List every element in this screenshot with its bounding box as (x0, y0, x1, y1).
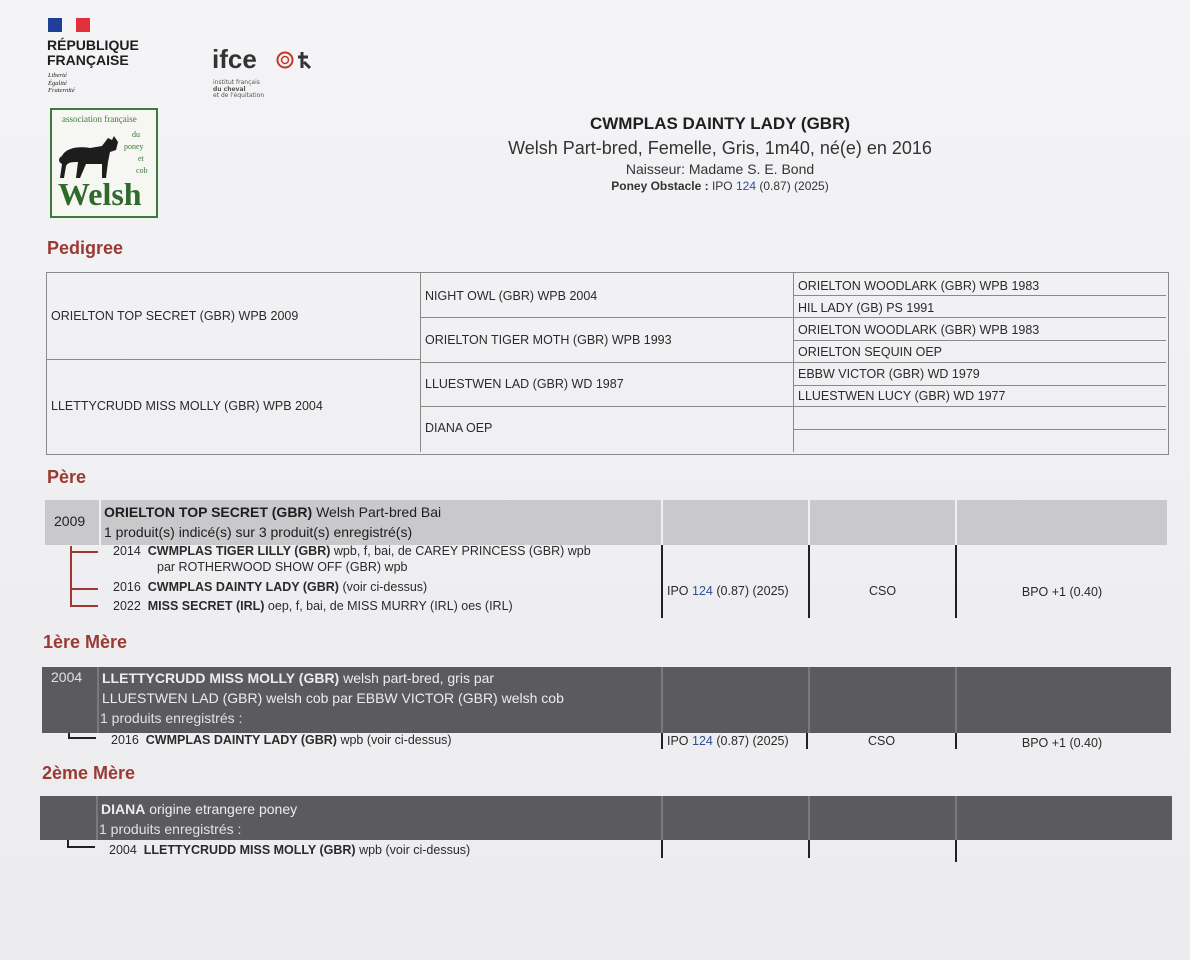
pedigree-gen3: ORIELTON WOODLARK (GBR) WPB 1983 (798, 279, 1040, 293)
pere-summary: 1 produit(s) indicé(s) sur 3 produit(s) enregistré(s) (104, 524, 413, 540)
offspring-row: 2016 CWMPLAS DAINTY LADY (GBR) wpb (voir ci-dessus) (111, 733, 452, 747)
divider (661, 500, 663, 545)
offspring-row-continued: par ROTHERWOOD SHOW OFF (GBR) wpb (157, 560, 408, 574)
divider (420, 317, 793, 318)
divider (793, 340, 1166, 341)
pedigree-gen2: NIGHT OWL (GBR) WPB 2004 (425, 289, 598, 303)
ifce-emblem-icon (276, 48, 332, 72)
column-divider (808, 840, 810, 858)
divider (808, 667, 810, 733)
mere1-ipo: IPO 124 (0.87) (2025) (667, 734, 789, 748)
mere2-name-line: DIANA origine etrangere poney (101, 801, 298, 817)
divider (661, 667, 663, 733)
offspring-connector (70, 605, 98, 607)
offspring-row: 2014 CWMPLAS TIGER LILLY (GBR) wpb, f, bai, de CAREY PRINCESS (GBR) wpb (113, 544, 591, 558)
offspring-row: 2004 LLETTYCRUDD MISS MOLLY (GBR) wpb (voir ci-dessus) (109, 843, 471, 857)
horse-description: Welsh Part-bred, Femelle, Gris, 1m40, né(e) en 2016 (508, 138, 932, 158)
pedigree-gen3: HIL LADY (GB) PS 1991 (798, 301, 935, 315)
pere-title: Père (47, 467, 87, 487)
pedigree-title: Pedigree (47, 238, 124, 258)
divider (955, 796, 957, 840)
pedigree-gen2: LLUESTWEN LAD (GBR) WD 1987 (425, 377, 624, 391)
divider (955, 500, 957, 545)
ifce-subtitle: institut français du cheval et de l'équitation (213, 79, 265, 99)
offspring-connector (70, 588, 98, 590)
ifce-logo: ifce (212, 44, 257, 74)
divider (661, 796, 663, 840)
french-flag-icon (48, 18, 90, 32)
mere1-bpo: BPO +1 (0.40) (1021, 736, 1103, 750)
pedigree-gen2: ORIELTON TIGER MOTH (GBR) WPB 1993 (425, 333, 672, 347)
divider (793, 295, 1166, 296)
pedigree-gen3: LLUESTWEN LUCY (GBR) WD 1977 (798, 389, 1006, 403)
divider (420, 406, 793, 407)
divider (47, 359, 420, 360)
offspring-connector (70, 551, 98, 553)
divider (808, 500, 810, 545)
column-divider (661, 733, 663, 749)
pedigree-gen3: ORIELTON WOODLARK (GBR) WPB 1983 (798, 323, 1040, 337)
offspring-connector (68, 737, 96, 739)
divider (808, 796, 810, 840)
pedigree-table (46, 272, 1169, 455)
mere1-line2: LLUESTWEN LAD (GBR) welsh cob par EBBW VICTOR (GBR) welsh cob (102, 690, 564, 706)
pere-discipline: CSO (868, 584, 897, 598)
divider (96, 796, 98, 840)
offspring-row: 2022 MISS SECRET (IRL) oep, f, bai, de MISS MURRY (IRL) oes (IRL) (113, 599, 513, 613)
horse-index: Poney Obstacle : IPO 124 (0.87) (2025) (611, 179, 829, 193)
divider (793, 385, 1166, 386)
mere1-title: 1ère Mère (43, 632, 128, 652)
column-divider (661, 545, 663, 618)
breeder: Naisseur: Madame S. E. Bond (625, 161, 815, 177)
pedigree-dam: LLETTYCRUDD MISS MOLLY (GBR) WPB 2004 (51, 399, 323, 413)
divider (99, 500, 101, 545)
mere2-summary: 1 produits enregistrés : (99, 821, 242, 837)
divider (97, 667, 99, 733)
column-divider (955, 840, 957, 862)
pedigree-sire: ORIELTON TOP SECRET (GBR) WPB 2009 (51, 309, 299, 323)
pedigree-gen3: ORIELTON SEQUIN OEP (798, 345, 943, 359)
offspring-row: 2016 CWMPLAS DAINTY LADY (GBR) (voir ci-dessus) (113, 580, 428, 594)
republic-motto: Liberté Égalité Fraternité (48, 72, 75, 94)
divider (793, 362, 1166, 363)
offspring-connector (67, 846, 95, 848)
welsh-association-logo: association française du poney et cob Welsh (50, 108, 158, 218)
mere1-summary: 1 produits enregistrés : (100, 710, 243, 726)
mere2-title: 2ème Mère (42, 763, 136, 783)
offspring-bracket (70, 546, 72, 606)
pere-name-line: ORIELTON TOP SECRET (GBR) Welsh Part-bred Bai (104, 504, 442, 520)
horse-name: CWMPLAS DAINTY LADY (GBR) (589, 114, 851, 133)
divider (420, 362, 793, 363)
mere1-discipline: CSO (867, 734, 896, 748)
column-divider (955, 545, 957, 618)
column-divider (661, 840, 663, 858)
divider (793, 317, 1166, 318)
divider (955, 667, 957, 733)
pere-bpo: BPO +1 (0.40) (1021, 585, 1103, 599)
pere-ipo: IPO 124 (0.87) (2025) (667, 584, 789, 598)
divider (793, 406, 1166, 407)
pere-year: 2009 (54, 513, 86, 529)
divider (793, 429, 1166, 430)
republique-francaise-logo: RÉPUBLIQUE FRANÇAISE (47, 37, 139, 68)
column-divider (808, 545, 810, 618)
pedigree-gen2: DIANA OEP (425, 421, 493, 435)
mere1-year: 2004 (51, 669, 83, 685)
mere1-name-line: LLETTYCRUDD MISS MOLLY (GBR) welsh part-bred, gris par (102, 670, 495, 686)
pedigree-gen3: EBBW VICTOR (GBR) WD 1979 (798, 367, 980, 381)
